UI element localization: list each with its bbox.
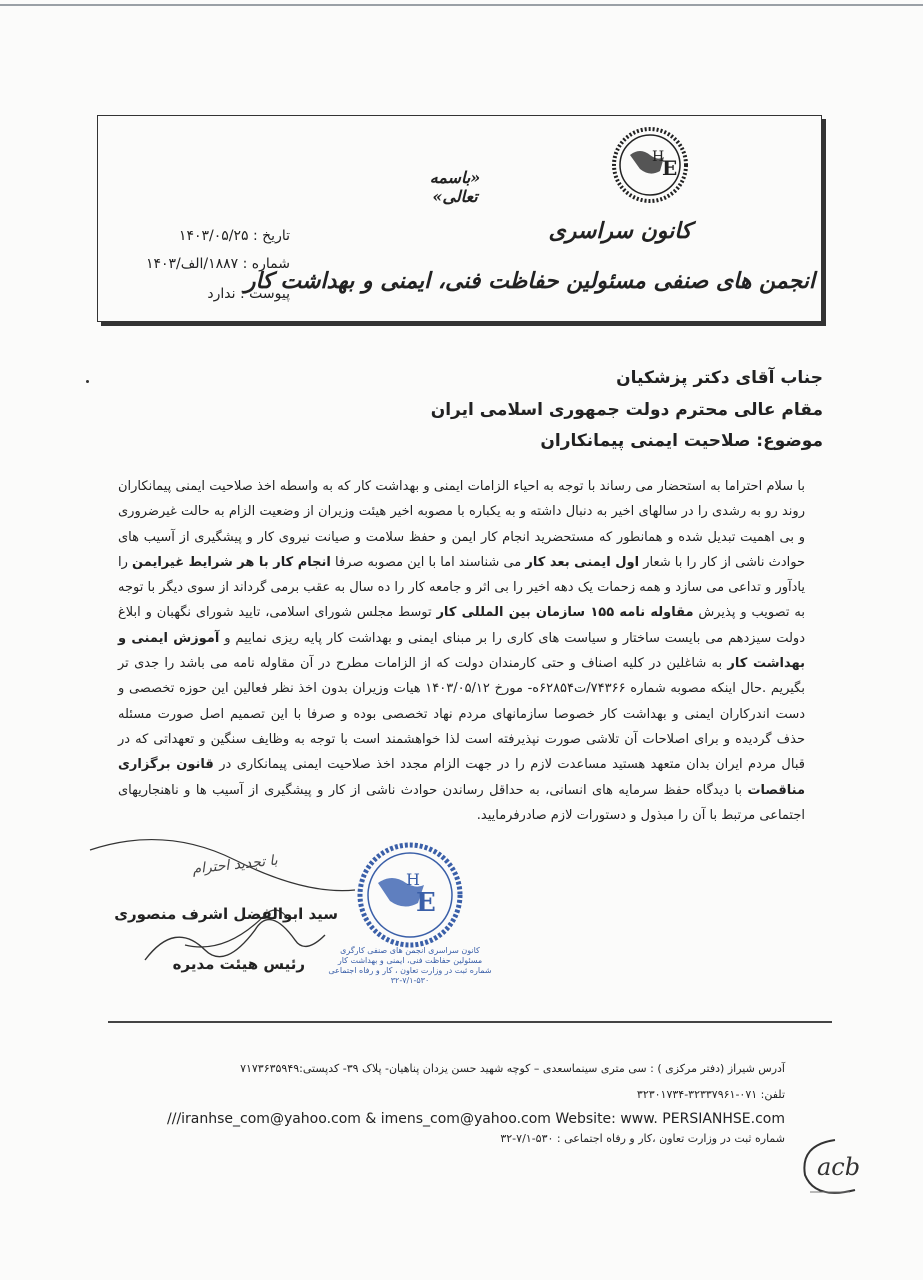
body-text: به شاغلین در کلیه اصناف و حتی کارمندان دولت که از الزامات مطرح در آن مقاوله نامه می باشد را جدی تر بگیریم .حال اینکه مصوبه شماره ۷۴۳۶۶/ت۶۲۸۵۴ه- مورخ ۱۴۰۳/۰۵/۱۲ هیات وزیران بدون اخذ نظر فعالین این حوزه تخصصی و دست اندرکاران ایمنی و بهداشت کار خصوصا سازمانهای مردم نهاد تخصصی بوده و صرفا با این تصمیم اصل صورت مسئله حذف گردیده و برای اصلاحات آن تلاشی صورت نپذیرفته است لذا خواهشمند است با توجه به وظایف سنگین و تعهداتی که در قبال مردم ایران بدان متعهد هستید مساعدت لازم را در جهت الزام مجدد اخذ صلاحیت ایمنی پیمانکاری در [118, 656, 805, 773]
subject: موضوع: صلاحیت ایمنی پیمانکاران [540, 431, 823, 451]
recipient: جناب آقای دکتر پزشکیان [616, 368, 823, 388]
letter-attachment: پیوست : ندارد [207, 286, 290, 302]
body-bold: قانون برگزاری مناقصات [118, 757, 805, 798]
letter-date: تاریخ : ۱۴۰۳/۰۵/۲۵ [178, 228, 290, 244]
svg-text:H: H [406, 870, 420, 889]
footer-contact: ///iranhse_com@yahoo.com & imens_com@yahoo.com Website: www. PERSIANHSE.com [167, 1111, 785, 1127]
footer-registration: شماره ثبت در وزارت تعاون ،کار و رفاه اجتماعی : ۵۳۰-۷/۱-۳۲ [500, 1132, 785, 1145]
basmala: «باسمه تعالی» [429, 168, 481, 206]
svg-text:E: E [662, 156, 678, 180]
org-name-line1: کانون سراسری [548, 218, 692, 244]
signatory-title: رئیس هیئت مدیره [172, 955, 305, 973]
body-text: با دیدگاه حفظ سرمایه های انسانی، به حداقل رساندن حوادث ناشی از کار و پیشگیری از آسیب ها و ناهنجاریهای اجتماعی مرتبط با آن را مبذول و دستورات لازم صادرفرمایید. [118, 782, 805, 823]
svg-text:E: E [416, 888, 436, 918]
body-bold: اول ایمنی بعد کار [525, 554, 640, 570]
body-text: با سلام احتراما به استحضار می رساند با توجه به احیاء الزامات ایمنی و بهداشت کار که به واسطه اخذ صلاحیت ایمنی پیمانکاران روند رو به رشدی را در سالهای اخیر به دنبال داشته و به یکباره با مصوبه اخیر هیئت وزیران از وضعیت الزام به حالت غیرضروری و بی اهمیت تبدیل شده و همانطور که مستحضرید انجام کار ایمن و حفظ سلامت و صیانت نیروی کار و پیشگیری از آسیب های حوادث ناشی از کار را با شعار [118, 479, 805, 570]
body-text: را یادآور و تداعی می سازد و همه زحمات یک دهه اخیر را بی اثر و جامعه کار را ده سال به عقب برمی گرداند از سوی دیگر با توجه به تصویب و پذیرش [118, 554, 805, 621]
body-bold: آموزش ایمنی و بهداشت کار [118, 630, 805, 672]
seal-caption [315, 946, 505, 986]
signature-closing: با تجدید احترام [191, 852, 279, 878]
recipient-position: مقام عالی محترم دولت جمهوری اسلامی ایران [430, 400, 823, 420]
footer-address: آدرس شیراز (دفتر مرکزی ) : سی متری سینماسعدی – کوچه شهید حسن یزدان پناهیان- پلاک ۳۹- کدپستی:۷۱۷۳۶۳۵۹۴۹ [240, 1062, 785, 1075]
signatory-name: سید ابوالفضل اشرف منصوری [114, 905, 338, 923]
body-text: می شناسند اما با این مصوبه صرفا [334, 554, 522, 570]
svg-text:H: H [652, 149, 665, 165]
footer-divider [108, 1021, 832, 1023]
body-text: توسط مجلس شورای اسلامی، تایید شورای نگهبان و ابلاغ دولت سیزدهم می بایست ساختار و سیاست های کاری را بر مبنای ایمنی و بهداشت کار پایه ریزی نماییم و [118, 605, 805, 646]
letter-body [118, 474, 805, 828]
hse-logo-icon [610, 125, 690, 205]
seal-line: کانون سراسری انجمن های صنفی کارگری [340, 946, 480, 955]
acb-logo-icon [795, 1130, 885, 1205]
body-bold: انجام کار با هر شرایط غیرایمن [132, 554, 331, 570]
org-name-line2: انجمن های صنفی مسئولین حفاظت فنی، ایمنی و بهداشت کار [244, 268, 815, 294]
footer-phone: تلفن: ۰۷۱-۳۲۳۳۷۹۶۱-۳۲۳۰۱۷۳۴ [636, 1088, 785, 1101]
seal-line: مسئولین حفاظت فنی، ایمنی و بهداشت کار [337, 956, 483, 965]
top-edge-line [0, 4, 923, 6]
body-bold: مقاوله نامه ۱۵۵ سازمان بین المللی کار [436, 605, 694, 621]
seal-line: شماره ثبت در وزارت تعاون ، کار و رفاه اجتماعی [328, 966, 492, 975]
seal-line: ۳۲-۷/۱-۵۳۰ [390, 976, 430, 985]
svg-text:acb: acb [817, 1153, 861, 1181]
stray-dot [86, 380, 89, 383]
letter-number: شماره : ۱۸۸۷/الف/۱۴۰۳ [145, 256, 290, 272]
